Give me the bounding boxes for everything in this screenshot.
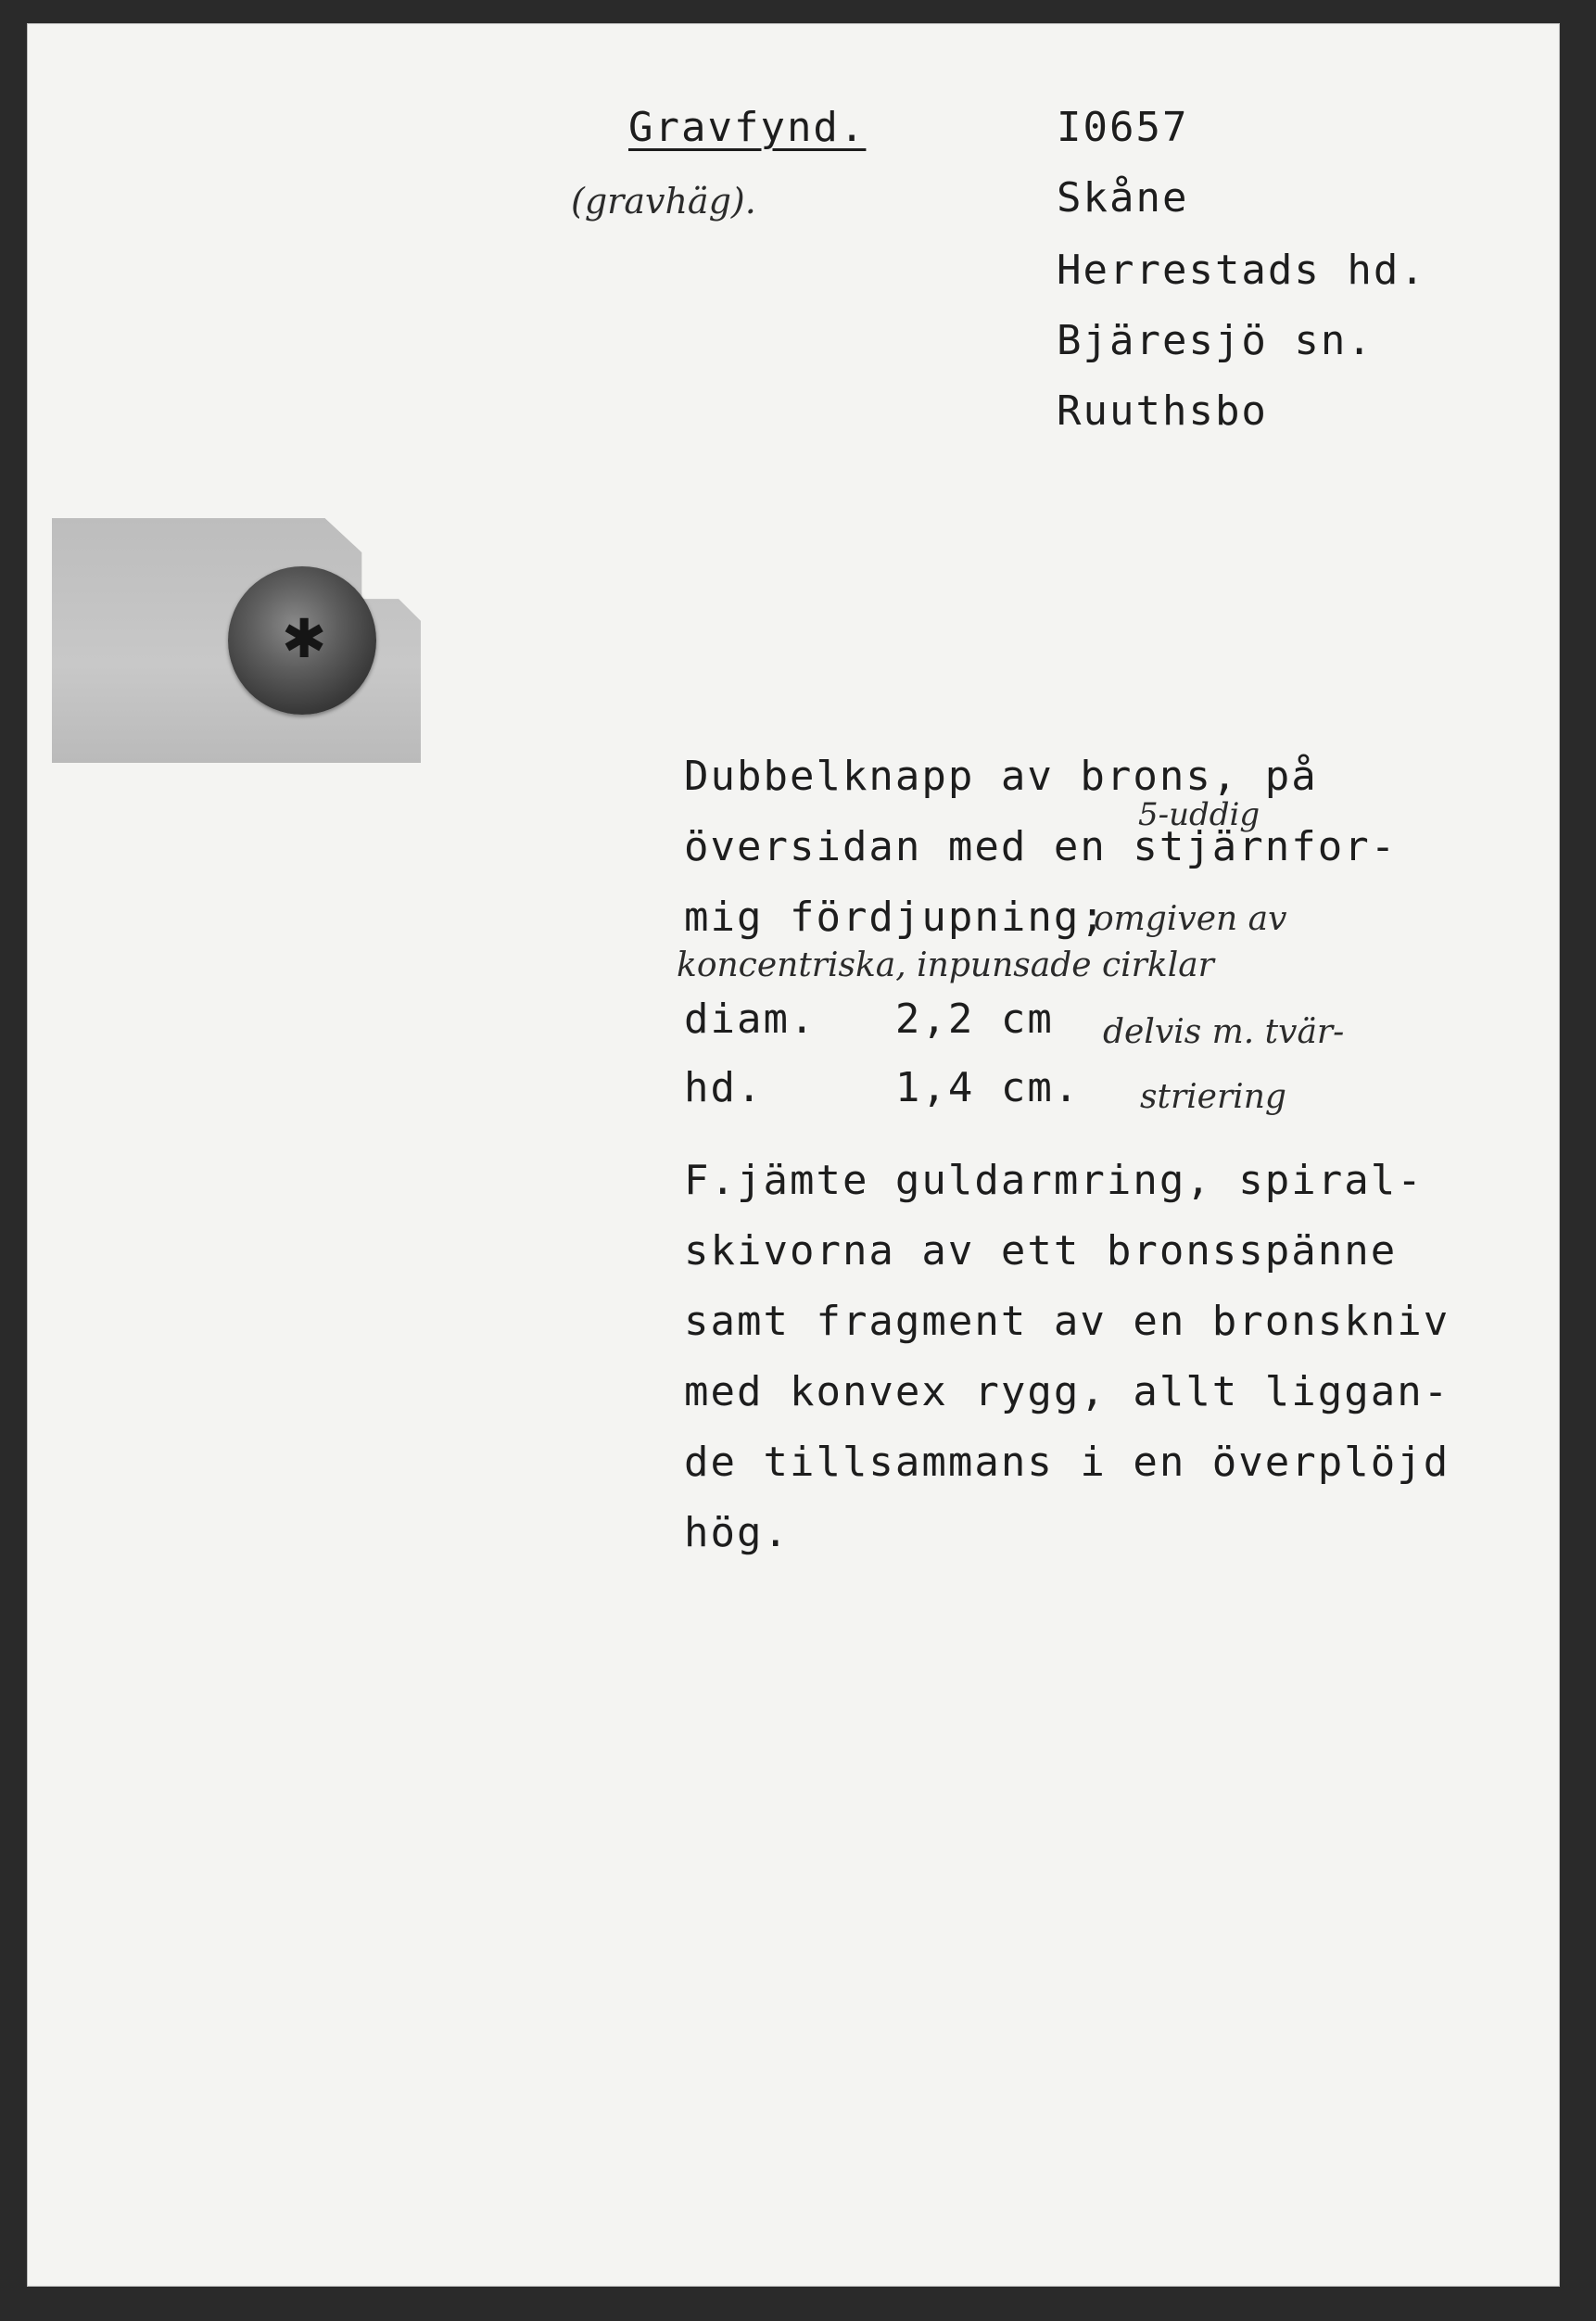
handwritten-note: koncentriska, inpunsade cirklar xyxy=(677,946,1214,984)
category-heading: Gravfynd. xyxy=(628,104,867,151)
bronze-button-photo xyxy=(228,566,376,715)
description-line: Dubbelknapp av brons, på xyxy=(684,753,1318,800)
measurement-diameter: diam. 2,2 cm xyxy=(684,996,1054,1043)
context-line: samt fragment av en bronskniv xyxy=(684,1298,1450,1345)
star-depression-icon: ✱ xyxy=(281,607,327,670)
location-parish: Bjäresjö sn. xyxy=(1057,317,1374,364)
catalog-number: I0657 xyxy=(1057,104,1189,151)
location-province: Skåne xyxy=(1057,174,1189,222)
handwritten-note: omgiven av xyxy=(1094,900,1287,938)
context-line: F.jämte guldarmring, spiral- xyxy=(684,1157,1424,1204)
context-line: de tillsammans i en överplöjd xyxy=(684,1439,1450,1486)
measurement-height: hd. 1,4 cm. xyxy=(684,1064,1081,1111)
handwritten-note: striering xyxy=(1140,1078,1286,1116)
context-line: med konvex rygg, allt liggan- xyxy=(684,1368,1450,1415)
category-handwritten-note: (gravhäg). xyxy=(571,181,756,222)
catalog-card xyxy=(28,24,1559,2286)
handwritten-note: delvis m. tvär- xyxy=(1103,1013,1345,1051)
location-site: Ruuthsbo xyxy=(1057,387,1268,435)
location-district: Herrestads hd. xyxy=(1057,247,1426,294)
description-line: översidan med en stjärnfor- xyxy=(684,823,1398,870)
handwritten-insert: 5-uddig xyxy=(1138,796,1260,833)
description-line: mig fördjupning; xyxy=(684,894,1107,941)
context-line: skivorna av ett bronsspänne xyxy=(684,1227,1398,1275)
context-line: hög. xyxy=(684,1509,790,1556)
